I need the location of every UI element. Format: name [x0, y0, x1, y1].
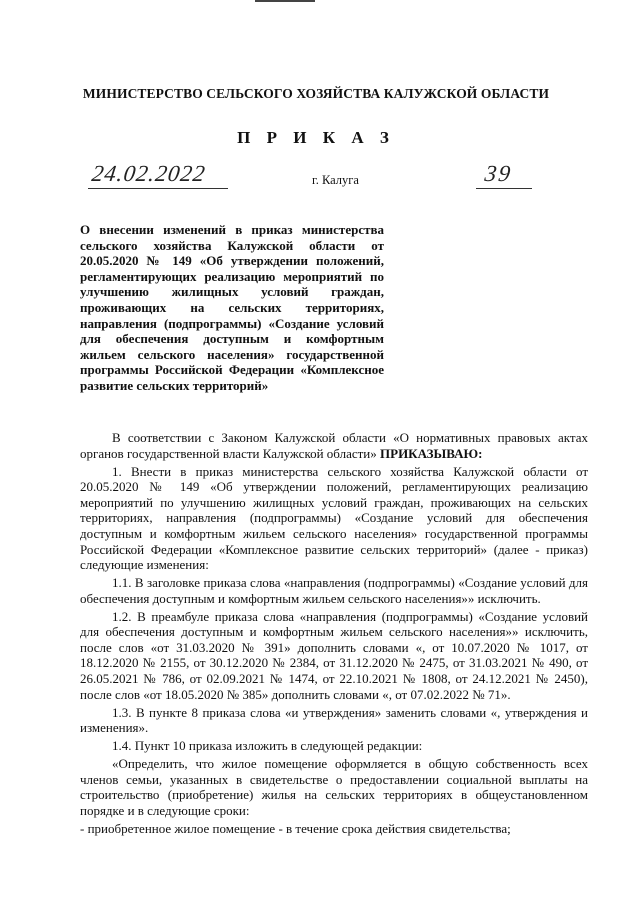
paragraph-1-1: 1.1. В заголовке приказа слова «направления (подпрограммы) «Создание условий для обеспечения доступным и комфортным жильем сельского населения»» исключить. [80, 575, 588, 606]
order-subject: О внесении изменений в приказ министерства сельского хозяйства Калужской области от 20.05.2020 № 149 «Об утверждении положений, регламентирующих реализацию мероприятий по улучшению жилищных условий граждан, проживающих на сельских территориях, направления (подпрограммы) «Создание условий для обеспечения доступным и комфортным жильем сельского населения» государственной программы Российской Федерации «Комплексное развитие сельских территорий» [80, 222, 384, 393]
order-body [80, 430, 588, 839]
ministry-header: МИНИСТЕРСТВО СЕЛЬСКОГО ХОЗЯЙСТВА КАЛУЖСКОЙ ОБЛАСТИ [82, 86, 550, 101]
city-label: г. Калуга [312, 173, 359, 187]
order-title: П Р И К А З [237, 128, 395, 147]
number-underline [476, 188, 532, 189]
date-underline [88, 188, 228, 189]
paragraph-1-3: 1.3. В пункте 8 приказа слова «и утверждения» заменить словами «, утверждения и изменения». [80, 704, 588, 736]
quoted-paragraph: «Определить, что жилое помещение оформляется в общую собственность всех членов семьи, указанных в свидетельстве о предоставлении социальной выплаты на строительство (приобретение) жилья на сельских территориях в общеустановленном порядке и в следующие сроки: [80, 756, 588, 818]
handwritten-date: 24.02.2022 [90, 161, 208, 186]
paragraph-1-4: 1.4. Пункт 10 приказа изложить в следующей редакции: [112, 738, 423, 754]
scan-top-mark [255, 0, 315, 2]
dash-item: - приобретенное жилое помещение - в течение срока действия свидетельства; [80, 820, 511, 836]
handwritten-number: 39 [483, 161, 514, 186]
preamble-paragraph [80, 430, 588, 461]
preamble-text: В соответствии с Законом Калужской области «О нормативных правовых актах органов государственной власти Калужской области» [80, 430, 588, 461]
paragraph-1: 1. Внести в приказ министерства сельского хозяйства Калужской области от 20.05.2020 № 149 «Об утверждении положений, регламентирующих реализацию мероприятий по улучшению жилищных условий граждан, проживающих на сельских территориях, направления (подпрограммы) «Создание условий для обеспечения доступным и комфортным жильем сельского населения» государственной программы Российской Федерации «Комплексное развитие сельских территорий» (далее - приказ) следующие изменения: [80, 463, 588, 573]
decree-word: ПРИКАЗЫВАЮ: [380, 445, 483, 461]
paragraph-1-2: 1.2. В преамбуле приказа слова «направления (подпрограммы) «Создание условий для обеспечения доступным и комфортным жильем сельского населения»» исключить, после слов «от 31.03.2020 № 391» дополнить словами «, от 10.07.2020 № 1017, от 18.12.2020 № 2155, от 30.12.2020 № 2384, от 31.12.2020 № 2475, от 31.03.2021 № 490, от 26.05.2021 № 786, от 02.09.2021 № 1474, от 22.10.2021 № 1808, от 24.12.2021 № 2450), после слов «от 18.05.2020 № 385» дополнить словами «, от 07.02.2022 № 71». [80, 608, 588, 702]
